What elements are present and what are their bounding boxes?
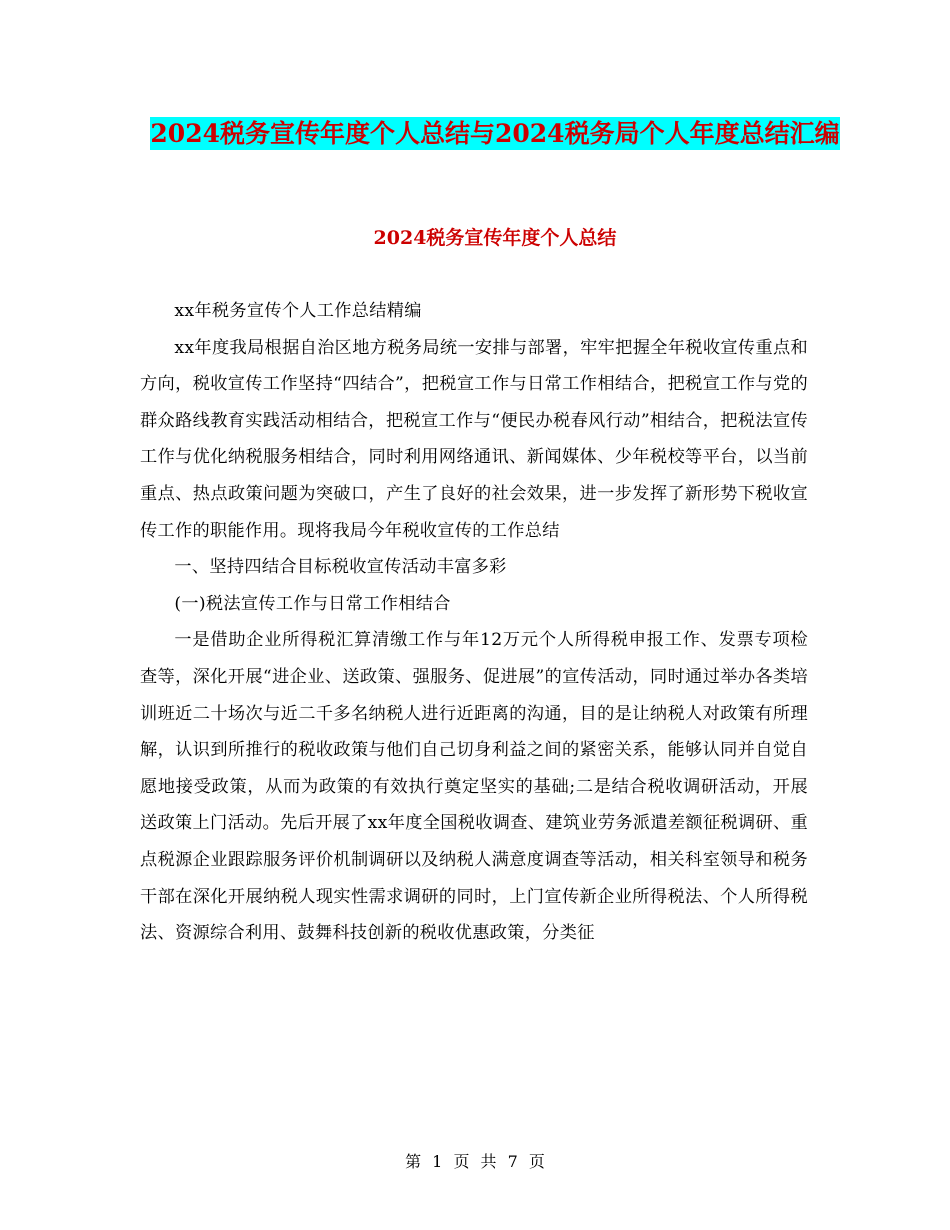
- paragraph-heading-1: 一、坚持四结合目标税收宣传活动丰富多彩: [174, 557, 507, 578]
- paragraph-body-1: 一是借助企业所得税汇算清缴工作与年12万元个人所得税申报工作、发票专项检查等，深化开展“进企业、送政策、强服务、促进展”的宣传活动，同时通过举办各类培训班近二十场次与近二千多名纳税人进行近距离的沟通，目的是让纳税人对政策有所理解，认识到所推行的税收政策与他们自己切身利益之间的紧密关系，能够认同并自觉自愿地接受政策，从而为政策的有效执行奠定坚实的基础;二是结合税收调研活动，开展送政策上门活动。先后开展了xx年度全国税收调查、建筑业劳务派遣差额征税调研、重点税源企业跟踪服务评价机制调研以及纳税人满意度调查等活动，相关科室领导和税务干部在深化开展纳税人现实性需求调研的同时，上门宣传新企业所得税法、个人所得税法、资源综合利用、鼓舞科技创新的税收优惠政策，分类征: [140, 630, 808, 944]
- document-title-text: 2024税务宣传年度个人总结与2024税务局个人年度总结汇编: [150, 119, 840, 148]
- section-title: 2024税务宣传年度个人总结: [373, 227, 617, 249]
- body-text: [140, 293, 808, 952]
- paragraph-subtitle: xx年税务宣传个人工作总结精编: [174, 301, 422, 321]
- document-title: [140, 110, 850, 158]
- page-footer: 第 1 页 共 7 页: [405, 1152, 545, 1171]
- paragraph-intro: xx年度我局根据自治区地方税务局统一安排与部署，牢牢把握全年税收宣传重点和方向，税收宣传工作坚持“四结合”，把税宣工作与日常工作相结合，把税宣工作与党的群众路线教育实践活动相结合，把税宣工作与“便民办税春风行动”相结合，把税法宣传工作与优化纳税服务相结合，同时利用网络通讯、新闻媒体、少年税校等平台，以当前重点、热点政策问题为突破口，产生了良好的社会效果，进一步发挥了新形势下税收宣传工作的职能作用。现将我局今年税收宣传的工作总结: [140, 337, 808, 541]
- paragraph-subheading-1: (一)税法宣传工作与日常工作相结合: [174, 593, 451, 614]
